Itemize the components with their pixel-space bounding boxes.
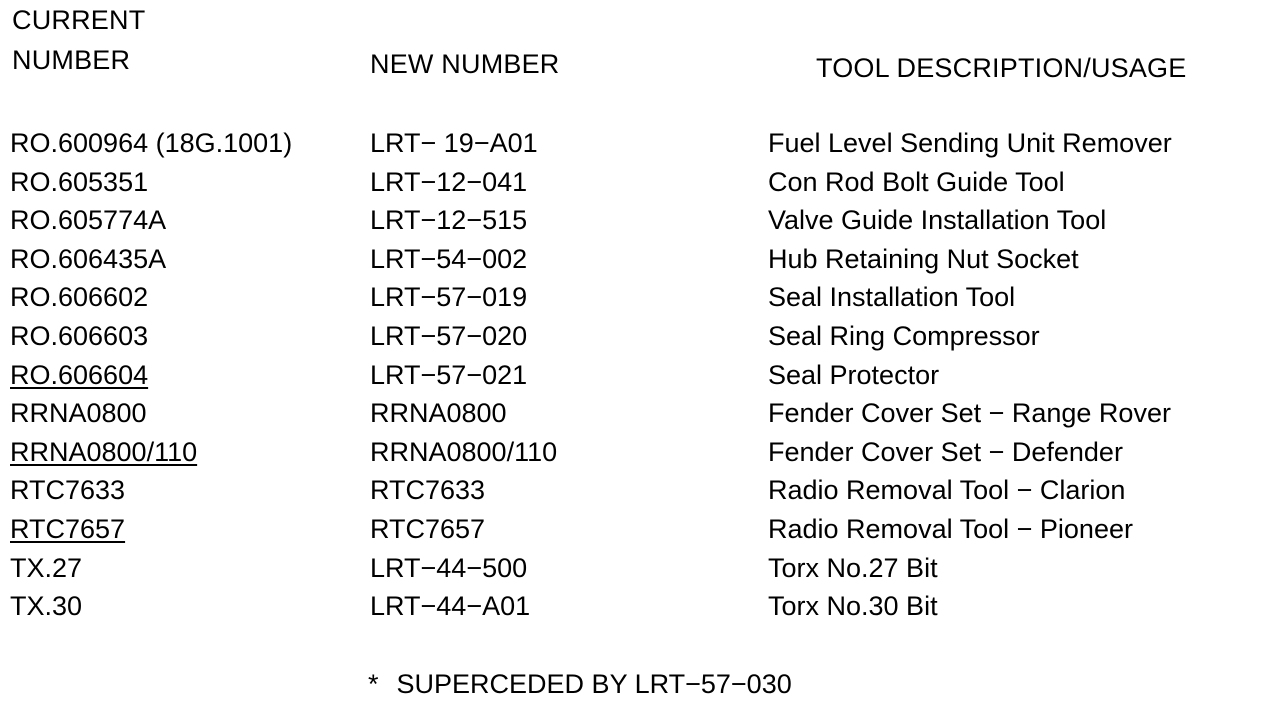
new-number-cell: LRT−12−515 — [370, 205, 528, 236]
current-number-cell — [10, 240, 166, 278]
table-row — [0, 549, 1280, 588]
tool-description-cell: Valve Guide Installation Tool — [768, 205, 1107, 236]
current-number-text: RO.606602 — [10, 282, 149, 313]
current-number-cell — [10, 587, 82, 625]
table-row — [0, 510, 1280, 549]
new-number-cell: LRT−12−041 — [370, 166, 528, 197]
new-number-cell: RTC7633 — [370, 475, 486, 506]
tool-description-cell: Seal Installation Tool — [768, 282, 1016, 313]
header-tool-description: TOOL DESCRIPTION/USAGE — [816, 53, 1187, 83]
tool-table — [0, 124, 1280, 626]
current-number-text: RO.605351 — [10, 166, 149, 197]
tool-description-cell: Seal Ring Compressor — [768, 320, 1040, 351]
footnote-text: SUPERCEDED BY LRT−57−030 — [396, 669, 792, 699]
footnote-marker: * — [368, 669, 379, 699]
new-number-cell: LRT− 19−A01 — [370, 128, 538, 158]
current-number-text: RRNA0800/110 — [10, 436, 198, 467]
table-row — [0, 356, 1280, 395]
current-number-text: RO.606604 — [10, 359, 149, 390]
table-row — [0, 471, 1280, 510]
tool-description-cell: Hub Retaining Nut Socket — [768, 243, 1079, 274]
current-number-text: RO.606435A — [10, 243, 167, 274]
current-number-text: TX.27 — [10, 552, 83, 583]
tool-description-cell: Torx No.27 Bit — [768, 552, 938, 583]
table-row — [0, 394, 1280, 433]
current-number-text: RTC7657 — [10, 513, 126, 544]
tool-description-cell: Fuel Level Sending Unit Remover — [768, 128, 1172, 158]
tool-description-cell: Fender Cover Set − Defender — [768, 436, 1123, 467]
current-number-cell — [10, 278, 148, 316]
new-number-cell: LRT−57−021 — [370, 359, 528, 390]
tool-description-cell: Torx No.30 Bit — [768, 591, 938, 622]
current-number-cell — [10, 317, 148, 355]
new-number-cell: LRT−54−002 — [370, 243, 528, 274]
current-number-cell — [10, 163, 148, 201]
tool-description-cell: Seal Protector — [768, 359, 940, 390]
table-row — [0, 317, 1280, 356]
new-number-cell: LRT−57−020 — [370, 320, 528, 351]
table-row — [0, 201, 1280, 240]
header-new-number: NEW NUMBER — [370, 49, 560, 79]
current-number-text: RRNA0800 — [10, 398, 147, 429]
current-number-text: TX.30 — [10, 591, 83, 622]
table-row — [0, 240, 1280, 279]
table-row — [0, 433, 1280, 472]
current-number-cell — [10, 356, 148, 394]
current-number-cell — [10, 394, 147, 432]
tool-description-cell: Radio Removal Tool − Clarion — [768, 475, 1126, 506]
new-number-cell: RRNA0800/110 — [370, 436, 558, 467]
current-number-cell — [10, 549, 82, 587]
new-number-cell: LRT−44−A01 — [370, 591, 531, 622]
current-number-cell — [10, 201, 166, 239]
new-number-cell: RTC7657 — [370, 513, 486, 544]
new-number-cell: RRNA0800 — [370, 398, 507, 429]
header-current-number — [12, 0, 145, 80]
new-number-cell: LRT−44−500 — [370, 552, 528, 583]
tool-description-cell: Fender Cover Set − Range Rover — [768, 398, 1171, 429]
current-number-text: RO.600964 (18G.1001) — [10, 128, 293, 158]
header-current-line2: NUMBER — [12, 45, 131, 75]
tool-description-cell: Con Rod Bolt Guide Tool — [768, 166, 1065, 197]
new-number-cell: LRT−57−019 — [370, 282, 528, 313]
tool-description-cell: Radio Removal Tool − Pioneer — [768, 513, 1133, 544]
current-number-cell — [10, 471, 125, 509]
footnote — [368, 666, 792, 702]
current-number-cell — [10, 433, 197, 471]
header-current-line1: CURRENT — [12, 5, 146, 35]
current-number-cell — [10, 510, 125, 548]
current-number-text: RO.605774A — [10, 205, 167, 236]
table-row — [0, 278, 1280, 317]
current-number-text: RTC7633 — [10, 475, 126, 506]
current-number-text: RO.606603 — [10, 320, 149, 351]
table-row — [0, 163, 1280, 202]
current-number-cell — [10, 124, 292, 162]
table-row — [0, 587, 1280, 626]
table-row — [0, 124, 1280, 163]
